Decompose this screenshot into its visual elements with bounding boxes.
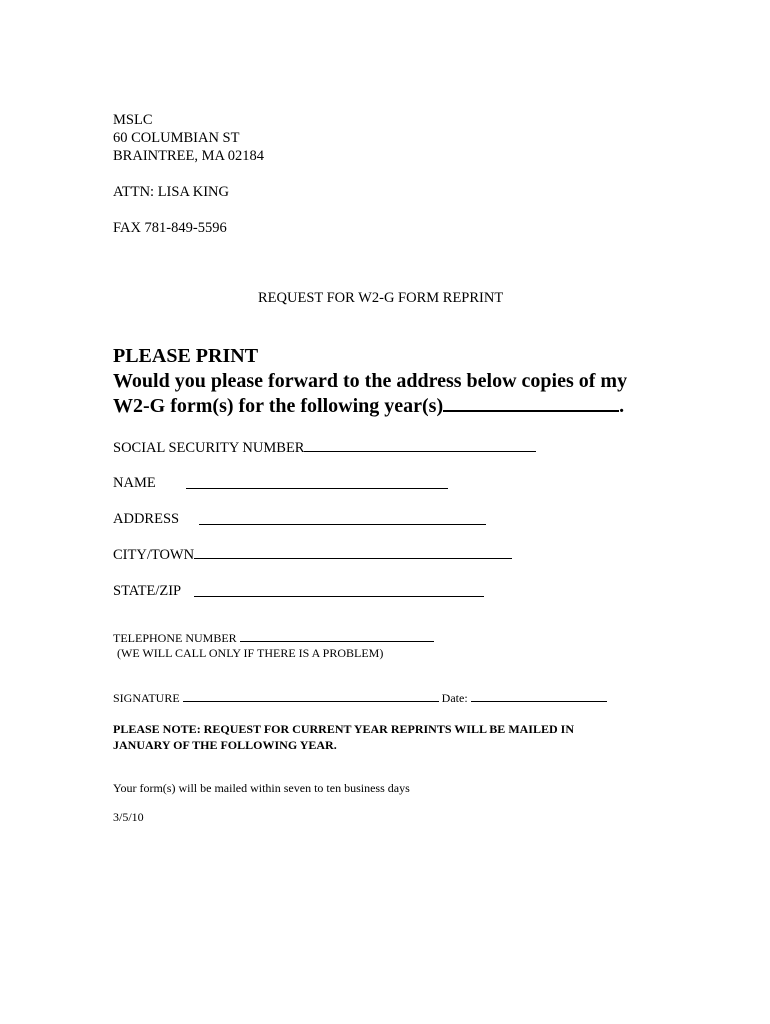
notice-line-1: PLEASE NOTE: REQUEST FOR CURRENT YEAR REPRINTS WILL BE MAILED IN	[113, 722, 574, 736]
address-org: MSLC	[113, 112, 153, 128]
telephone-blank-line[interactable]	[240, 640, 434, 642]
year-blank-line[interactable]	[443, 409, 619, 412]
city-field-row	[113, 547, 512, 564]
address-city-state-zip: BRAINTREE, MA 02184	[113, 148, 265, 164]
address-label: ADDRESS	[113, 511, 180, 527]
heading-please-print: PLEASE PRINT	[113, 345, 259, 367]
address-attn: ATTN: LISA KING	[113, 184, 229, 200]
heading-period: .	[619, 395, 625, 417]
revision-date: 3/5/10	[113, 810, 144, 824]
city-label: CITY/TOWN	[113, 547, 195, 563]
heading-year-text: W2-G form(s) for the following year(s)	[113, 395, 444, 417]
date-blank-line[interactable]	[471, 700, 607, 702]
date-label: Date:	[441, 691, 468, 705]
mailing-note: Your form(s) will be mailed within seven to ten business days	[113, 781, 410, 795]
signature-field-row	[113, 691, 607, 706]
signature-blank-line[interactable]	[183, 700, 439, 702]
telephone-note: (WE WILL CALL ONLY IF THERE IS A PROBLEM)	[117, 646, 384, 660]
heading-year-line	[113, 394, 624, 419]
address-fax: FAX 781-849-5596	[113, 220, 227, 236]
ssn-label: SOCIAL SECURITY NUMBER	[113, 440, 305, 456]
ssn-blank-line[interactable]	[304, 450, 536, 452]
heading-request-line: Would you please forward to the address below copies of my	[113, 370, 628, 392]
address-blank-line[interactable]	[199, 524, 486, 525]
state-zip-label: STATE/ZIP	[113, 583, 182, 599]
address-street: 60 COLUMBIAN ST	[113, 130, 240, 146]
state-zip-blank-line[interactable]	[194, 596, 484, 597]
telephone-field-row	[113, 631, 434, 646]
form-title: REQUEST FOR W2-G FORM REPRINT	[258, 290, 504, 306]
telephone-label: TELEPHONE NUMBER	[113, 631, 237, 645]
notice-line-2: JANUARY OF THE FOLLOWING YEAR.	[113, 738, 337, 752]
name-blank-line[interactable]	[186, 488, 448, 489]
city-blank-line[interactable]	[194, 557, 512, 559]
name-label: NAME	[113, 475, 156, 491]
ssn-field-row	[113, 440, 536, 457]
signature-label: SIGNATURE	[113, 691, 180, 705]
